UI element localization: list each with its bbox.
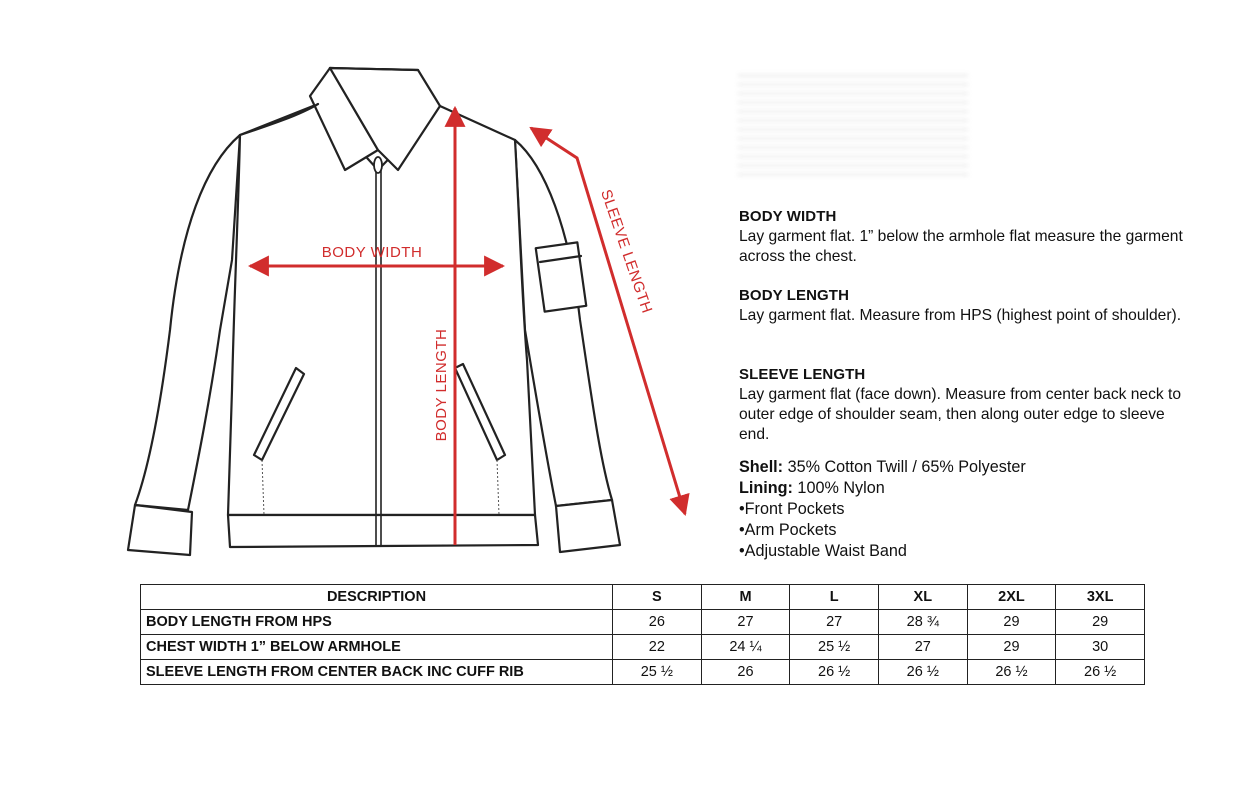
- cell: 24 ¼: [701, 635, 790, 660]
- size-chart-table: [140, 584, 1145, 685]
- section-title: BODY WIDTH: [739, 208, 837, 225]
- header-size-m: M: [701, 585, 790, 610]
- sleeve-length-label: SLEEVE LENGTH: [597, 187, 656, 316]
- cell: 26: [613, 610, 702, 635]
- header-size-2xl: 2XL: [967, 585, 1056, 610]
- cell: 30: [1056, 635, 1145, 660]
- body-length-section: [739, 286, 1184, 326]
- section-title: BODY LENGTH: [739, 287, 849, 304]
- cell: 29: [1056, 610, 1145, 635]
- waistband: [228, 515, 538, 547]
- blurred-logo-area: [738, 74, 968, 182]
- cell: 25 ½: [790, 635, 879, 660]
- cell: 27: [878, 635, 967, 660]
- cell: 26: [701, 660, 790, 685]
- left-sleeve: [135, 135, 240, 510]
- header-size-s: S: [613, 585, 702, 610]
- right-cuff: [556, 500, 620, 552]
- cell: 26 ½: [967, 660, 1056, 685]
- feature-item: •Arm Pockets: [739, 521, 837, 539]
- header-size-3xl: 3XL: [1056, 585, 1145, 610]
- body-width-section: [739, 207, 1184, 267]
- header-size-l: L: [790, 585, 879, 610]
- cell: 26 ½: [878, 660, 967, 685]
- body-length-label: BODY LENGTH: [433, 328, 450, 442]
- jacket-diagram: [0, 0, 720, 575]
- cell: 22: [613, 635, 702, 660]
- lining-line: Lining: 100% Nylon: [739, 479, 885, 497]
- row-label: BODY LENGTH FROM HPS: [141, 610, 613, 635]
- cell: 26 ½: [1056, 660, 1145, 685]
- feature-item: •Front Pockets: [739, 500, 845, 518]
- header-description: DESCRIPTION: [141, 585, 613, 610]
- materials-list: [739, 457, 1184, 562]
- cell: 29: [967, 635, 1056, 660]
- section-title: SLEEVE LENGTH: [739, 366, 866, 383]
- shell-line: Shell: 35% Cotton Twill / 65% Polyester: [739, 458, 1026, 476]
- cell: 27: [790, 610, 879, 635]
- row-label: CHEST WIDTH 1” BELOW ARMHOLE: [141, 635, 613, 660]
- section-text: Lay garment flat. 1” below the armhole flat measure the garment across the chest.: [739, 228, 1183, 265]
- table-row: [141, 635, 1145, 660]
- cell: 27: [701, 610, 790, 635]
- table-row: [141, 660, 1145, 685]
- arm-pocket: [536, 242, 586, 311]
- feature-item: •Adjustable Waist Band: [739, 542, 907, 560]
- row-label: SLEEVE LENGTH FROM CENTER BACK INC CUFF RIB: [141, 660, 613, 685]
- zipper-pull: [374, 157, 382, 173]
- cell: 25 ½: [613, 660, 702, 685]
- section-text: Lay garment flat. Measure from HPS (highest point of shoulder).: [739, 307, 1182, 324]
- header-size-xl: XL: [878, 585, 967, 610]
- left-cuff: [128, 505, 192, 555]
- table-header-row: [141, 585, 1145, 610]
- section-text: Lay garment flat (face down). Measure from center back neck to outer edge of shoulder seam, then along outer edge to sleeve end.: [739, 386, 1182, 443]
- table-row: [141, 610, 1145, 635]
- body-width-label: BODY WIDTH: [321, 244, 423, 261]
- sleeve-length-section: [739, 365, 1184, 445]
- cell: 29: [967, 610, 1056, 635]
- cell: 26 ½: [790, 660, 879, 685]
- cell: 28 ¾: [878, 610, 967, 635]
